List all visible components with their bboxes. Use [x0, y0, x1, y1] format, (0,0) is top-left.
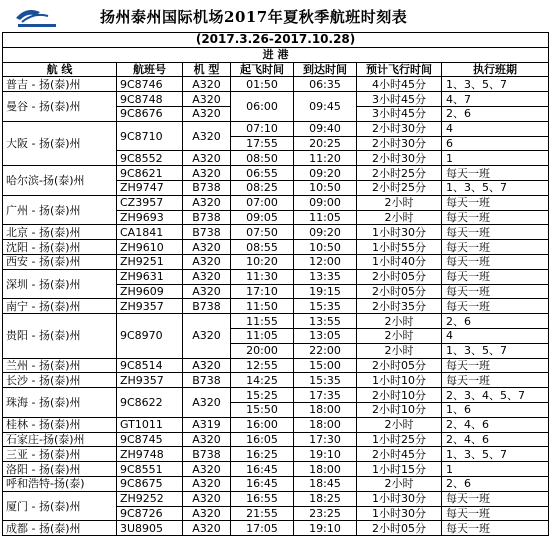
- col-header-route: 航 线: [3, 62, 117, 77]
- col-header-flight: 航班号: [117, 62, 183, 77]
- schedule-days: 1、3、5、7: [442, 180, 549, 195]
- departure-time: 06:00: [231, 92, 294, 122]
- schedule-days: 每天一班: [442, 166, 549, 181]
- departure-time: 10:20: [231, 254, 294, 269]
- arrival-time: 18:00: [294, 402, 357, 417]
- departure-time: 08:25: [231, 180, 294, 195]
- schedule-days: 1: [442, 462, 549, 477]
- schedule-days: 1: [442, 151, 549, 166]
- flight-number: 9C8675: [117, 476, 183, 491]
- schedule-days: 每天一班: [442, 299, 549, 314]
- schedule-days: 1、3、5、7: [442, 447, 549, 462]
- schedule-days: 4、7: [442, 92, 549, 107]
- header: [0, 0, 550, 34]
- table-row: [3, 240, 549, 255]
- aircraft: A320: [183, 521, 231, 536]
- flight-number: ZH9748: [117, 447, 183, 462]
- schedule-days: 1、6: [442, 402, 549, 417]
- departure-time: 11:05: [231, 328, 294, 343]
- flight-number: ZH9251: [117, 254, 183, 269]
- departure-time: 16:05: [231, 432, 294, 447]
- departure-time: 16:25: [231, 447, 294, 462]
- aircraft: A320: [183, 314, 231, 358]
- route: 厦门 - 扬(泰)州: [3, 491, 117, 521]
- schedule-days: 1、3、5、7: [442, 77, 549, 92]
- aircraft: B738: [183, 180, 231, 195]
- table-row: [3, 476, 549, 491]
- flight-duration: 1小时30分: [357, 225, 442, 240]
- table-row: [3, 166, 549, 181]
- route: 石家庄-扬(泰)州: [3, 432, 117, 447]
- flight-duration: 2小时10分: [357, 402, 442, 417]
- schedule-days: 每天一班: [442, 358, 549, 373]
- flight-number: ZH9252: [117, 491, 183, 506]
- schedule-days: 每天一班: [442, 373, 549, 388]
- departure-time: 17:55: [231, 136, 294, 151]
- flight-number: 9C8745: [117, 432, 183, 447]
- flight-number: 3U8905: [117, 521, 183, 536]
- flight-number: ZH9610: [117, 240, 183, 255]
- aircraft: A320: [183, 240, 231, 255]
- date-range-row: [3, 33, 549, 48]
- aircraft: A320: [183, 92, 231, 107]
- arrival-time: 20:25: [294, 136, 357, 151]
- schedule-days: 4: [442, 121, 549, 136]
- arrival-time: 09:20: [294, 225, 357, 240]
- table-row: [3, 373, 549, 388]
- aircraft: A320: [183, 269, 231, 284]
- aircraft: A320: [183, 151, 231, 166]
- departure-time: 16:00: [231, 417, 294, 432]
- flight-number: GT1011: [117, 417, 183, 432]
- aircraft: A320: [183, 388, 231, 418]
- table-row: [3, 92, 549, 107]
- arrival-time: 18:00: [294, 462, 357, 477]
- flight-number: 9C8748: [117, 92, 183, 107]
- arrival-time: 06:35: [294, 77, 357, 92]
- table-row: [3, 77, 549, 92]
- departure-time: 06:55: [231, 166, 294, 181]
- route: 呼和浩特-扬(泰): [3, 476, 117, 491]
- flight-duration: 2小时: [357, 417, 442, 432]
- departure-time: 11:30: [231, 269, 294, 284]
- schedule-days: 1、3、5、7: [442, 343, 549, 358]
- aircraft: B738: [183, 210, 231, 225]
- flight-duration: 2小时05分: [357, 269, 442, 284]
- route: 西安 - 扬(泰)州: [3, 254, 117, 269]
- schedule-days: 每天一班: [442, 210, 549, 225]
- flight-number: 9C8552: [117, 151, 183, 166]
- flight-duration: 2小时30分: [357, 151, 442, 166]
- arrival-time: 10:50: [294, 240, 357, 255]
- aircraft: B738: [183, 299, 231, 314]
- flight-number: 9C8710: [117, 121, 183, 151]
- departure-time: 11:55: [231, 314, 294, 329]
- arrival-time: 18:45: [294, 476, 357, 491]
- schedule-days: 2、3、4、5、7: [442, 388, 549, 403]
- aircraft: A320: [183, 491, 231, 506]
- aircraft: A320: [183, 121, 231, 151]
- aircraft: A320: [183, 254, 231, 269]
- schedule-days: 2、4、6: [442, 432, 549, 447]
- arrival-time: 09:40: [294, 121, 357, 136]
- table-row: [3, 358, 549, 373]
- arrival-time: 22:00: [294, 343, 357, 358]
- aircraft: A320: [183, 166, 231, 181]
- aircraft: A320: [183, 106, 231, 121]
- flight-duration: 1小时40分: [357, 254, 442, 269]
- flight-number: 9C8622: [117, 388, 183, 418]
- departure-time: 16:45: [231, 462, 294, 477]
- table-row: [3, 417, 549, 432]
- table-row: [3, 254, 549, 269]
- arrival-time: 19:10: [294, 447, 357, 462]
- arrival-time: 13:55: [294, 314, 357, 329]
- departure-time: 16:45: [231, 476, 294, 491]
- flight-duration: 4小时45分: [357, 77, 442, 92]
- table-row: [3, 225, 549, 240]
- departure-time: 08:50: [231, 151, 294, 166]
- departure-time: 07:50: [231, 225, 294, 240]
- route: 洛阳 - 扬(泰)州: [3, 462, 117, 477]
- flight-duration: 1小时25分: [357, 432, 442, 447]
- col-header-departure: 起飞时间: [231, 62, 294, 77]
- departure-time: 07:10: [231, 121, 294, 136]
- arrival-time: 23:25: [294, 506, 357, 521]
- aircraft: A319: [183, 417, 231, 432]
- aircraft: A320: [183, 195, 231, 210]
- flight-duration: 2小时: [357, 210, 442, 225]
- flight-duration: 2小时45分: [357, 447, 442, 462]
- schedule-days: 每天一班: [442, 195, 549, 210]
- flight-number: 9C8621: [117, 166, 183, 181]
- departure-time: 17:05: [231, 521, 294, 536]
- col-header-duration: 预计飞行时间: [357, 62, 442, 77]
- section-title: 进 港: [3, 47, 549, 62]
- aircraft: A320: [183, 462, 231, 477]
- aircraft: B738: [183, 225, 231, 240]
- flight-duration: 3小时45分: [357, 106, 442, 121]
- flight-duration: 2小时30分: [357, 121, 442, 136]
- table-row: [3, 462, 549, 477]
- flight-number: ZH9357: [117, 373, 183, 388]
- flight-number: 9C8514: [117, 358, 183, 373]
- flight-duration: 2小时25分: [357, 180, 442, 195]
- route: 兰州 - 扬(泰)州: [3, 358, 117, 373]
- route: 大阪 - 扬(泰)州: [3, 121, 117, 165]
- flight-number: ZH9631: [117, 269, 183, 284]
- route: 贵阳 - 扬(泰)州: [3, 314, 117, 358]
- schedule-days: 每天一班: [442, 240, 549, 255]
- flight-number: CZ3957: [117, 195, 183, 210]
- departure-time: 17:10: [231, 284, 294, 299]
- aircraft: A320: [183, 432, 231, 447]
- departure-time: 16:55: [231, 491, 294, 506]
- flight-number: 9C8551: [117, 462, 183, 477]
- route: 哈尔滨-扬(泰)州: [3, 166, 117, 196]
- schedule-days: 每天一班: [442, 225, 549, 240]
- flight-duration: 2小时05分: [357, 284, 442, 299]
- table-row: [3, 521, 549, 536]
- schedule-days: 每天一班: [442, 254, 549, 269]
- route: 三亚 - 扬(泰)州: [3, 447, 117, 462]
- arrival-time: 19:10: [294, 521, 357, 536]
- flight-duration: 1小时55分: [357, 240, 442, 255]
- route: 成都 - 扬(泰)州: [3, 521, 117, 536]
- aircraft: A320: [183, 284, 231, 299]
- header-row: [3, 62, 549, 77]
- flight-duration: 2小时25分: [357, 166, 442, 181]
- departure-time: 15:50: [231, 402, 294, 417]
- arrival-time: 17:30: [294, 432, 357, 447]
- schedule-days: 2、6: [442, 106, 549, 121]
- flight-number: ZH9609: [117, 284, 183, 299]
- route: 桂林 - 扬(泰)州: [3, 417, 117, 432]
- route: 深圳 - 扬(泰)州: [3, 269, 117, 299]
- flight-number: ZH9693: [117, 210, 183, 225]
- schedule-days: 4: [442, 328, 549, 343]
- flight-number: 9C8726: [117, 506, 183, 521]
- flight-duration: 1小时30分: [357, 506, 442, 521]
- flight-number: 9C8746: [117, 77, 183, 92]
- departure-time: 01:50: [231, 77, 294, 92]
- table-row: [3, 432, 549, 447]
- schedule-days: 每天一班: [442, 521, 549, 536]
- flight-duration: 2小时05分: [357, 358, 442, 373]
- arrival-time: 09:20: [294, 166, 357, 181]
- page-title: 扬州泰州国际机场2017年夏秋季航班时刻表: [100, 8, 408, 26]
- aircraft: B738: [183, 447, 231, 462]
- flight-duration: 2小时: [357, 328, 442, 343]
- flight-schedule-table: [2, 32, 549, 536]
- departure-time: 11:50: [231, 299, 294, 314]
- flight-duration: 1小时15分: [357, 462, 442, 477]
- schedule-days: 2、6: [442, 314, 549, 329]
- flight-duration: 2小时: [357, 476, 442, 491]
- flight-number: CA1841: [117, 225, 183, 240]
- route: 南宁 - 扬(泰)州: [3, 299, 117, 314]
- schedule-days: 每天一班: [442, 284, 549, 299]
- route: 广州 - 扬(泰)州: [3, 195, 117, 225]
- flight-duration: 2小时: [357, 314, 442, 329]
- airport-logo-icon: [14, 4, 60, 30]
- route: 普吉 - 扬(泰)州: [3, 77, 117, 92]
- arrival-time: 17:35: [294, 388, 357, 403]
- table-row: [3, 299, 549, 314]
- arrival-time: 18:25: [294, 491, 357, 506]
- route: 珠海 - 扬(泰)州: [3, 388, 117, 418]
- departure-time: 12:55: [231, 358, 294, 373]
- table-row: [3, 388, 549, 403]
- date-range: (2017.3.26-2017.10.28): [3, 33, 549, 48]
- table-row: [3, 121, 549, 136]
- section-row: [3, 47, 549, 62]
- arrival-time: 12:00: [294, 254, 357, 269]
- flight-number: ZH9747: [117, 180, 183, 195]
- arrival-time: 11:20: [294, 151, 357, 166]
- departure-time: 07:00: [231, 195, 294, 210]
- schedule-days: 2、6: [442, 476, 549, 491]
- departure-time: 08:55: [231, 240, 294, 255]
- arrival-time: 11:05: [294, 210, 357, 225]
- arrival-time: 13:35: [294, 269, 357, 284]
- aircraft: A320: [183, 476, 231, 491]
- flight-duration: 1小时10分: [357, 373, 442, 388]
- flight-duration: 3小时45分: [357, 92, 442, 107]
- route: 北京 - 扬(泰)州: [3, 225, 117, 240]
- arrival-time: 09:00: [294, 195, 357, 210]
- table-row: [3, 195, 549, 210]
- col-header-schedule: 执行班期: [442, 62, 549, 77]
- departure-time: 20:00: [231, 343, 294, 358]
- arrival-time: 15:35: [294, 299, 357, 314]
- schedule-days: 每天一班: [442, 269, 549, 284]
- flight-number: 9C8970: [117, 314, 183, 358]
- aircraft: A320: [183, 506, 231, 521]
- flight-duration: 2小时05分: [357, 521, 442, 536]
- arrival-time: 15:00: [294, 358, 357, 373]
- aircraft: A320: [183, 77, 231, 92]
- aircraft: B738: [183, 373, 231, 388]
- schedule-days: 每天一班: [442, 491, 549, 506]
- arrival-time: 18:00: [294, 417, 357, 432]
- departure-time: 15:25: [231, 388, 294, 403]
- table-row: [3, 314, 549, 329]
- departure-time: 14:25: [231, 373, 294, 388]
- col-header-aircraft: 机 型: [183, 62, 231, 77]
- departure-time: 21:55: [231, 506, 294, 521]
- arrival-time: 13:05: [294, 328, 357, 343]
- flight-duration: 2小时35分: [357, 299, 442, 314]
- route: 长沙 - 扬(泰)州: [3, 373, 117, 388]
- flight-duration: 2小时: [357, 343, 442, 358]
- flight-duration: 1小时30分: [357, 491, 442, 506]
- schedule-days: 2、4、6: [442, 417, 549, 432]
- table-row: [3, 447, 549, 462]
- arrival-time: 10:50: [294, 180, 357, 195]
- table-row: [3, 269, 549, 284]
- flight-duration: 2小时10分: [357, 388, 442, 403]
- flight-number: 9C8676: [117, 106, 183, 121]
- route: 沈阳 - 扬(泰)州: [3, 240, 117, 255]
- flight-duration: 2小时30分: [357, 136, 442, 151]
- flight-duration: 2小时: [357, 195, 442, 210]
- arrival-time: 19:15: [294, 284, 357, 299]
- arrival-time: 09:45: [294, 92, 357, 122]
- aircraft: A320: [183, 358, 231, 373]
- schedule-days: 6: [442, 136, 549, 151]
- arrival-time: 15:35: [294, 373, 357, 388]
- table-row: [3, 491, 549, 506]
- departure-time: 09:05: [231, 210, 294, 225]
- col-header-arrival: 到达时间: [294, 62, 357, 77]
- schedule-days: 每天一班: [442, 506, 549, 521]
- route: 曼谷 - 扬(泰)州: [3, 92, 117, 122]
- flight-number: ZH9357: [117, 299, 183, 314]
